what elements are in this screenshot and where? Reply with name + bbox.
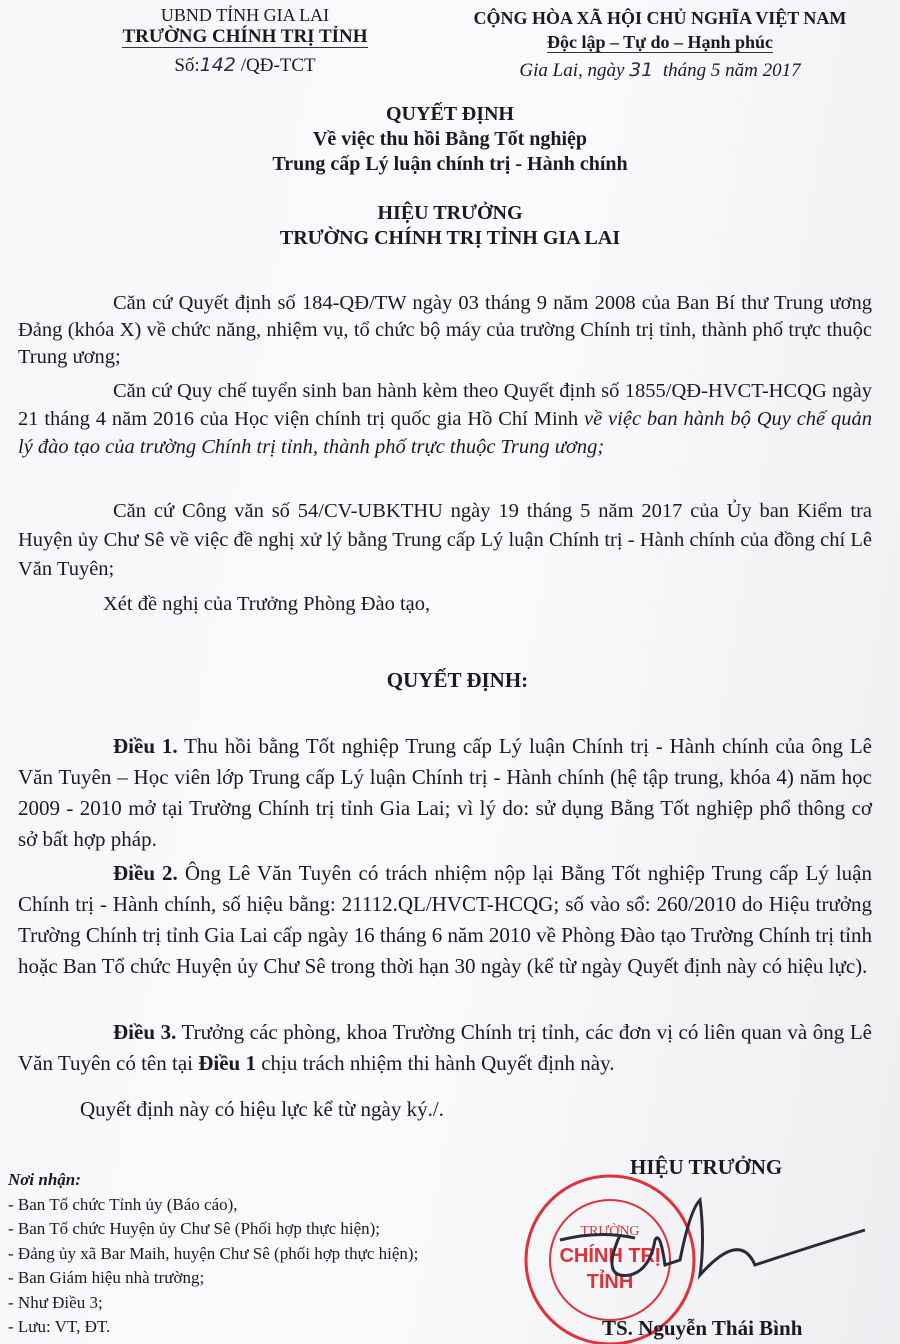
authority-line2: TRƯỜNG CHÍNH TRỊ TỈNH GIA LAI [279, 227, 621, 249]
signer-title: HIỆU TRƯỞNG [630, 1155, 783, 1179]
doc-number: Số:142 /QĐ-TCT [174, 54, 316, 76]
recipient-item: - Ban Tổ chức Huyện ủy Chư Sê (Phối hợp thực hiện); [8, 1219, 381, 1238]
svg-text:TRƯỜNG: TRƯỜNG [580, 1224, 640, 1239]
national-header [425, 6, 895, 83]
org-line1: UBND TỈNH GIA LAI [160, 5, 330, 25]
authority-line1: HIỆU TRƯỞNG [377, 202, 523, 224]
signer-name: TS. Nguyễn Thái Bình [602, 1316, 803, 1340]
preamble-paragraph-2: Căn cứ Quy chế tuyển sinh ban hành kèm theo Quyết định số 1855/QĐ-HVCT-HCQG ngày 21 tháng 4 năm 2016 của Học viện chính trị quốc gia Hồ Chí Minh về việc ban hành bộ Quy chế quản lý đào tạo của trường Chính trị tỉnh, thành phố trực thuộc Trung ương; [18, 380, 872, 458]
recipient-item: - Đảng ủy xã Bar Maih, huyện Chư Sê (phối hợp thực hiện); [8, 1243, 419, 1263]
issuing-org [95, 4, 395, 77]
place-date: Gia Lai, ngày 31 tháng 5 năm 2017 [519, 59, 801, 81]
preamble-paragraph-3: Căn cứ Công văn số 54/CV-UBKTHU ngày 19 tháng 5 năm 2017 của Ủy ban Kiểm tra Huyện ủy Chư Sê về việc đề nghị xử lý bằng Trung cấp Lý luận Chính trị - Hành chính của đồng chí Lê Văn Tuyên; [18, 500, 872, 580]
recipients-heading: Nơi nhận: [8, 1170, 81, 1189]
recipient-item: - Ban Tổ chức Tỉnh ủy (Báo cáo), [8, 1194, 238, 1214]
motto: Độc lập – Tự do – Hạnh phúc [546, 32, 774, 52]
document-title [0, 102, 900, 251]
recipients [8, 1168, 418, 1340]
article-3: Điều 3. Trưởng các phòng, khoa Trường Chính trị tỉnh, các đơn vị có liên quan và ông Lê Văn Tuyên có tên tại Điều 1 chịu trách nhiệm thi hành Quyết định này. [18, 1020, 872, 1075]
preamble-paragraph-4: Xét đề nghị của Trưởng Phòng Đào tạo, [103, 593, 431, 615]
svg-text:CHÍNH TRỊ: CHÍNH TRỊ [559, 1245, 661, 1267]
handwritten-signature [540, 1170, 870, 1290]
nation-line: CỘNG HÒA XÃ HỘI CHỦ NGHĨA VIỆT NAM [473, 8, 847, 28]
decision-heading: QUYẾT ĐỊNH: [386, 668, 529, 692]
recipient-item: - Ban Giám hiệu nhà trường; [8, 1268, 205, 1287]
preamble-paragraph-1: Căn cứ Quyết định số 184-QĐ/TW ngày 03 tháng 9 năm 2008 của Ban Bí thư Trung ương Đảng (khóa X) về chức năng, nhiệm vụ, tổ chức bộ máy của trường Chính trị tỉnh, thành phố trực thuộc Trung ương; [18, 292, 872, 368]
effective-clause: Quyết định này có hiệu lực kể từ ngày ký./. [80, 1097, 444, 1121]
svg-text:TỈNH: TỈNH [586, 1271, 634, 1293]
title-line2: Về việc thu hồi Bằng Tốt nghiệp [312, 128, 588, 150]
title-line3: Trung cấp Lý luận chính trị - Hành chính [272, 153, 628, 175]
title-line1: QUYẾT ĐỊNH [386, 103, 514, 125]
org-line2: TRƯỜNG CHÍNH TRỊ TỈNH [122, 26, 368, 47]
recipient-item: - Lưu: VT, ĐT. [8, 1317, 111, 1336]
recipient-item: - Như Điều 3; [8, 1292, 103, 1312]
article-2: Điều 2. Ông Lê Văn Tuyên có trách nhiệm nộp lại Bằng Tốt nghiệp Trung cấp Lý luận Chính trị - Hành chính, số hiệu bằng: 21112.QL/HVCT-HCQG; số vào sổ: 260/2010 do Hiệu trưởng Trường Chính trị tỉnh Gia Lai cấp ngày 16 tháng 6 năm 2010 về Phòng Đào tạo Trường Chính trị tỉnh hoặc Ban Tổ chức Huyện ủy Chư Sê trong thời hạn 30 ngày (kể từ ngày Quyết định này có hiệu lực). [18, 861, 872, 978]
article-1: Điều 1. Thu hồi bằng Tốt nghiệp Trung cấp Lý luận Chính trị - Hành chính của ông Lê Văn Tuyên – Học viên lớp Trung cấp Lý luận Chính trị - Hành chính (hệ tập trung, khóa 4) năm học 2009 - 2010 mở tại Trường Chính trị tỉnh Gia Lai; vì lý do: sử dụng Bằng Tốt nghiệp phổ thông cơ sở bất hợp pháp. [18, 734, 872, 851]
